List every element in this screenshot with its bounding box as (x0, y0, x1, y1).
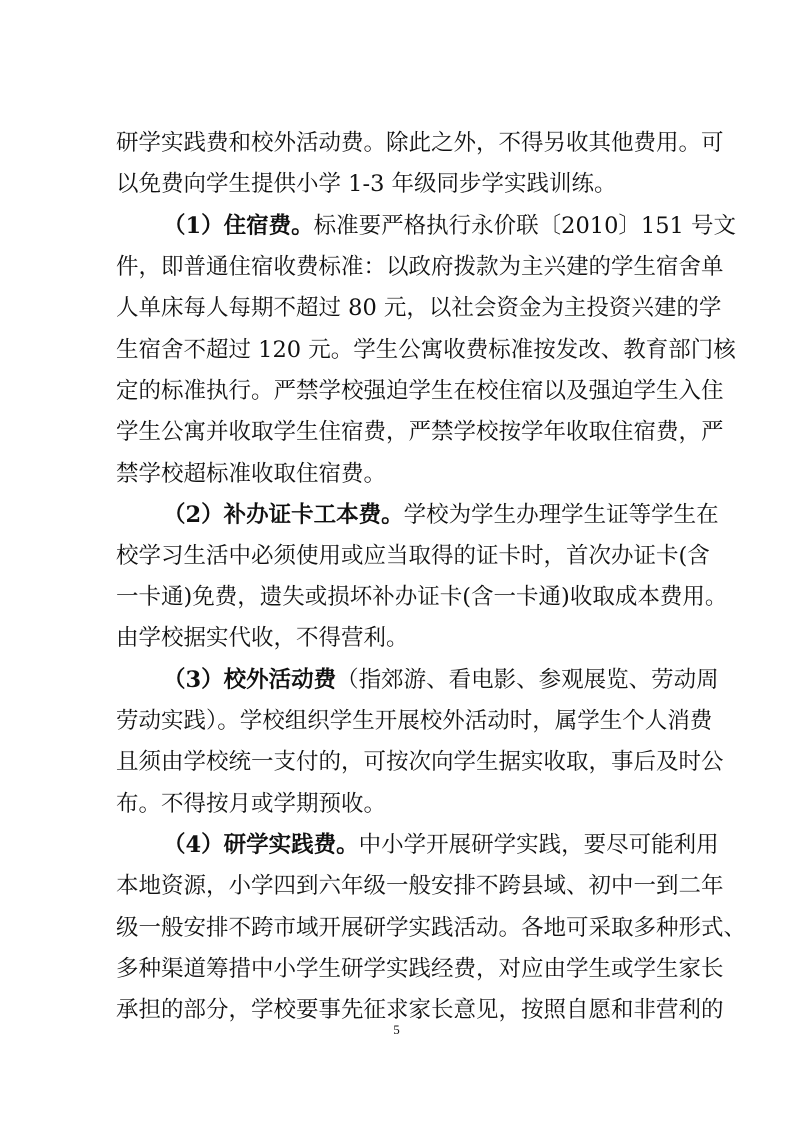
section3-first-line (163, 663, 719, 697)
section1-line-4: 生宿舍不超过 120 元。学生公寓收费标准按发改、教育部门核 (116, 337, 736, 363)
section4-first-line (163, 828, 719, 862)
section3-line-3: 且须由学校统一支付的，可按次向学生据实收取，事后及时公 (116, 749, 724, 775)
section2-line-2: 校学习生活中必须使用或应当取得的证卡时，首次办证卡(含 (116, 543, 710, 569)
section1-line-5: 定的标准执行。严禁学校强迫学生在校住宿以及强迫学生入住 (116, 378, 724, 404)
section3-line1-text: （指郊游、看电影、参观展览、劳动周 (336, 667, 719, 693)
section3-line-4: 布。不得按月或学期预收。 (116, 791, 387, 817)
section4-line-4: 多种渠道筹措中小学生研学实践经费，对应由学生或学生家长 (116, 956, 724, 982)
section1-heading: （1）住宿费。 (163, 213, 314, 239)
section1-line1-text: 标准要严格执行永价联〔2010〕151 号文 (313, 213, 737, 239)
page-number: 5 (393, 1022, 400, 1037)
section3-heading: （3）校外活动费 (163, 667, 337, 693)
section1-line-3: 人单床每人每期不超过 80 元，以社会资金为主投资兴建的学 (116, 295, 722, 321)
section4-heading: （4）研学实践费。 (163, 832, 359, 858)
section1-first-line (163, 209, 737, 243)
section2-first-line (163, 498, 719, 532)
section1-line-7: 禁学校超标准收取住宿费。 (116, 461, 387, 487)
section4-line-2: 本地资源，小学四到六年级一般安排不跨县域、初中一到二年 (116, 873, 724, 899)
intro-line-1: 研学实践费和校外活动费。除此之外，不得另收其他费用。可 (116, 130, 724, 156)
section3-line-2: 劳动实践）。学校组织学生开展校外活动时，属学生个人消费 (116, 708, 713, 734)
section2-heading: （2）补办证卡工本费。 (163, 502, 404, 528)
section2-line-3: 一卡通)免费，遗失或损坏补办证卡(含一卡通)收取成本费用。 (116, 584, 728, 610)
intro-line-2: 以免费向学生提供小学 1-3 年级同步学实践训练。 (116, 171, 617, 197)
section2-line-4: 由学校据实代收，不得营利。 (116, 625, 409, 651)
section1-line-6: 学生公寓并收取学生住宿费，严禁学校按学年收取住宿费，严 (116, 419, 724, 445)
section1-line-2: 件，即普通住宿收费标准：以政府拨款为主兴建的学生宿舍单 (116, 254, 724, 280)
section4-line-5: 承担的部分，学校要事先征求家长意见，按照自愿和非营利的 (116, 997, 724, 1023)
section4-line-3: 级一般安排不跨市域开展研学实践活动。各地可采取多种形式、 (116, 915, 747, 941)
section4-line1-text: 中小学开展研学实践，要尽可能利用 (358, 832, 719, 858)
section2-line1-text: 学校为学生办理学生证等学生在 (403, 502, 719, 528)
